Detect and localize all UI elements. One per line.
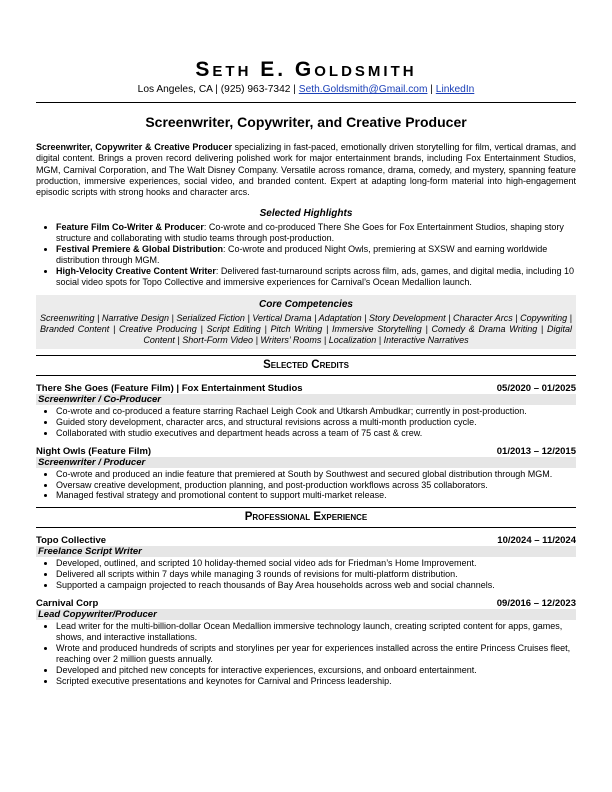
bullet: • Collaborated with studio executives and department heads across a team of 75 cast & crew. <box>56 428 576 439</box>
candidate-name: Seth E. Goldsmith <box>195 58 417 81</box>
company-name: Carnival Corp <box>36 598 99 610</box>
credit-header <box>36 383 576 394</box>
professional-headline: Screenwriter, Copywriter, and Creative Producer <box>145 114 467 130</box>
bullet: • Managed festival strategy and promotional content to support multi-market release. <box>56 490 576 501</box>
credit-role: Screenwriter / Producer <box>36 457 576 468</box>
credit-title: Night Owls (Feature Film) <box>36 445 152 457</box>
company-name: Topo Collective <box>36 535 107 547</box>
bullet: • Wrote and produced hundreds of scripts and storylines per year for experiences installed across the entire Princess Cruises fleet, reaching over 2 million guests annually. <box>56 643 576 665</box>
header-divider <box>36 102 576 103</box>
job-header <box>36 598 576 609</box>
highlight-text: : Delivered fast-turnaround scripts across film, ads, games, and digital media, including 10 social video spots for Topo Collective and immersive experiences for Carnival’s Ocean Medallion launch. <box>56 266 575 288</box>
competencies-title: Core Competencies <box>259 298 353 310</box>
job-role: Freelance Script Writer <box>36 546 576 557</box>
credit-dates: 05/2020 – 01/2025 <box>496 382 576 394</box>
phone: (925) 963-7342 <box>220 84 291 95</box>
highlight-item <box>56 266 576 288</box>
bullet: • Lead writer for the multi-billion-dollar Ocean Medallion immersive technology launch, creating scripted content for apps, games, shows, and interactive installations. <box>56 621 576 643</box>
summary-lead: Screenwriter, Copywriter & Creative Producer <box>36 142 232 152</box>
credit-title: There She Goes (Feature Film) | Fox Entertainment Studios <box>36 382 303 394</box>
job-dates: 10/2024 – 11/2024 <box>497 535 576 547</box>
competencies-list: Screenwriting | Narrative Design | Serialized Fiction | Vertical Drama | Adaptation | Story Development | Character Arcs | Copywriting | Branded Content | Creative Producing | Script Editing | Pitch Writing | Immersive Storytelling | Comedy & Drama Writing | Digital Content | Short-Form Video | Writers’ Rooms | Localization | Interactive Narratives <box>40 312 572 345</box>
credit-dates: 01/2013 – 12/2015 <box>496 445 576 457</box>
section-title-experience: Professional Experience <box>36 507 576 528</box>
job-header <box>36 535 576 546</box>
bullet: • Co-wrote and produced an indie feature that premiered at South by Southwest and secured global distribution through MGM. <box>56 469 576 480</box>
bullet: • Developed, outlined, and scripted 10 holiday-themed social video ads for Friedman’s Home Improvement. <box>56 558 576 569</box>
bullet: • Co-wrote and co-produced a feature starring Rachael Leigh Cook and Utkarsh Ambudkar; currently in post-production. <box>56 406 576 417</box>
email-link[interactable]: Seth.Goldsmith@Gmail.com <box>298 84 428 95</box>
separator: | <box>215 84 218 95</box>
job-role: Lead Copywriter/Producer <box>36 609 576 620</box>
highlights-title: Selected Highlights <box>259 208 353 220</box>
bullet: • Developed and pitched new concepts for interactive experiences, excursions, and onboard entertainment. <box>56 665 576 676</box>
highlight-item <box>56 244 576 266</box>
bullet: • Guided story development, character arcs, and structural revisions across a multi-month production cycle. <box>56 417 576 428</box>
summary-body: specializing in fast-paced, emotionally driven storytelling for film, vertical dramas, and digital content. Brings a proven record delivering polished work for major entertainment brands, including Fox Entertainment Studios, MGM, Carnival Corporation, and The Walt Disney Company. Versatile across romance, drama, comedy, and mystery, spanning feature production, immersive experiences, social video, and branded content. Expert at adapting long-form material into high-engagement episodic scripts with strong hooks and character arcs. <box>36 142 576 198</box>
credit-header <box>36 446 576 457</box>
competencies-box <box>36 295 576 349</box>
separator: | <box>430 84 433 95</box>
credit-bullets <box>36 469 576 502</box>
bullet: • Delivered all scripts within 7 days while managing 3 rounds of revisions for multi-platform distribution. <box>56 569 576 580</box>
highlight-item <box>56 222 576 244</box>
summary-paragraph <box>36 142 576 198</box>
highlights-list <box>36 222 576 287</box>
location: Los Angeles, CA <box>137 84 213 95</box>
job-bullets <box>36 558 576 591</box>
resume-page <box>36 0 576 687</box>
highlight-lead: Feature Film Co-Writer & Producer <box>56 222 204 233</box>
section-title-credits: Selected Credits <box>36 355 576 376</box>
highlight-lead: Festival Premiere & Global Distribution <box>56 244 224 255</box>
separator: | <box>293 84 296 95</box>
linkedin-link[interactable]: LinkedIn <box>435 84 475 95</box>
bullet: • Supported a campaign projected to reach thousands of Bay Area households across web and social channels. <box>56 580 576 591</box>
highlight-text: : Co-wrote and produced Night Owls, premiering at SXSW and earning worldwide distribution through MGM. <box>56 244 548 266</box>
job-dates: 09/2016 – 12/2023 <box>496 598 576 610</box>
highlight-text: : Co-wrote and co-produced There She Goes for Fox Entertainment Studios, shaping story structure and collaborating with studio teams through post-production. <box>56 222 564 244</box>
bullet: • Oversaw creative development, production planning, and post-production workflows across 35 collaborators. <box>56 480 576 491</box>
job-bullets <box>36 621 576 686</box>
bullet: • Scripted executive presentations and keynotes for Carnival and Princess leadership. <box>56 676 576 687</box>
highlight-lead: High-Velocity Creative Content Writer <box>56 266 216 277</box>
credit-bullets <box>36 406 576 439</box>
credit-role: Screenwriter / Co-Producer <box>36 394 576 405</box>
contact-line <box>36 83 576 96</box>
